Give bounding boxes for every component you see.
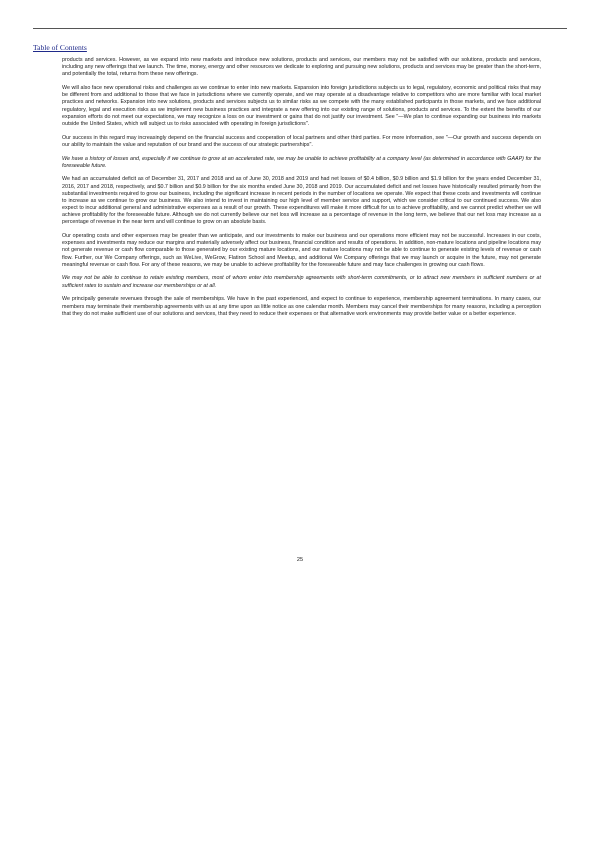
table-of-contents-link[interactable]: Table of Contents [33, 43, 87, 52]
paragraph-operating-costs: Our operating costs and other expenses may be greater than we anticipate, and our investments to make our business and our operations more efficient may not be successful. Increases in our costs, expenses and investments may reduce our margins and materially adversely affect our business, financial condition and results of operations. In addition, non-mature locations and pipeline locations may not generate revenue or cash flow comparable to those generated by our existing mature locations, and our mature locations may not be able to continue to generate existing levels of revenue or cash flow. Further, our We Company offerings, such as WeLive, WeGrow, Flatiron School and Meetup, and additional We Company offerings that we may launch or acquire in the future, may not generate meaningful revenue or cash flow. For any of these reasons, we may be unable to achieve profitability for the foreseeable future and may face challenges in growing our cash flows. [62, 233, 541, 268]
paragraph-membership-revenue: We principally generate revenues through the sale of memberships. We have in the past experienced, and expect to continue to experience, membership agreement terminations. In many cases, our members may terminate their membership agreements with us at any time upon as little notice as one calendar month. Members may cancel their memberships for many reasons, including a perception that they do not make sufficient use of our solutions and services, that they need to reduce their expenses or that alternative work environments may provide better value or a better experience. [62, 296, 541, 317]
document-body [62, 57, 541, 324]
paragraph-new-offerings: products and services. However, as we expand into new markets and introduce new solutions, products and services, our members may not be satisfied with our solutions, products and services, including any new offerings that we launch. The time, money, energy and other resources we dedicate to exploring and pursuing new solutions, products and services may be greater than the short-term, and potentially the total, returns from these new offerings. [62, 57, 541, 78]
risk-heading-member-retention: We may not be able to continue to retain existing members, most of whom enter into membership agreements with short-term commitments, or to attract new members in sufficient numbers or at sufficient rates to sustain and increase our memberships or at all. [62, 275, 541, 289]
paragraph-operational-risks: We will also face new operational risks and challenges as we continue to enter into new markets. Expansion into foreign jurisdictions subjects us to legal, regulatory, economic and political risks that may be different from and additional to those that we face in jurisdictions where we currently operate, and we may operate at a disadvantage relative to competitors who are more familiar with local market practices and networks. Expansion into new solutions, products and services subjects us to similar risks as we compete with the many established participants in those markets, and we face additional regulatory, legal and execution risks as we implement new business practices and integrate a new offering into our existing range of solutions, products and services. To the extent the benefits of our expansion efforts do not meet our expectations, we may recognize a loss on our investment or gains that do not justify our investment. See "—We plan to continue expanding our business into markets outside the United States, which will subject us to risks associated with operating in foreign jurisdictions". [62, 85, 541, 127]
risk-heading-history-of-losses: We have a history of losses and, especially if we continue to grow at an accelerated rate, we may be unable to achieve profitability at a company level (as determined in accordance with GAAP) for the foreseeable future. [62, 155, 541, 169]
paragraph-accumulated-deficit: We had an accumulated deficit as of December 31, 2017 and 2018 and as of June 30, 2018 and 2019 and had net losses of $0.4 billion, $0.9 billion and $1.9 billion for the years ended December 31, 2016, 2017 and 2018, respectively, and $0.7 billion and $0.9 billion for the six months ended June 30, 2018 and 2019. Our accumulated deficit and net losses have historically resulted primarily from the substantial investments required to grow our business, including the significant increase in recent periods in the number of locations we operate. We expect that these costs and investments will continue to increase as we continue to grow our business. We also intend to invest in maintaining our high level of member service and support, which we consider critical to our continued success. We also expect to incur additional general and administrative expenses as a result of our growth. These expenditures will make it more difficult for us to achieve profitability, and we cannot predict whether we will achieve profitability for the foreseeable future. Although we do not currently believe our net loss will increase as a percentage of revenue in the long term, we believe that our net loss may increase as a percentage of revenue in the near term and will continue to grow on an absolute basis. [62, 176, 541, 226]
header-rule [33, 28, 567, 29]
page-number: 25 [296, 557, 304, 563]
paragraph-local-partners: Our success in this regard may increasingly depend on the financial success and cooperation of local partners and other third parties. For more information, see "—Our growth and success depends on our ability to maintain the value and reputation of our brand and the success of our strategic partnerships". [62, 134, 541, 148]
